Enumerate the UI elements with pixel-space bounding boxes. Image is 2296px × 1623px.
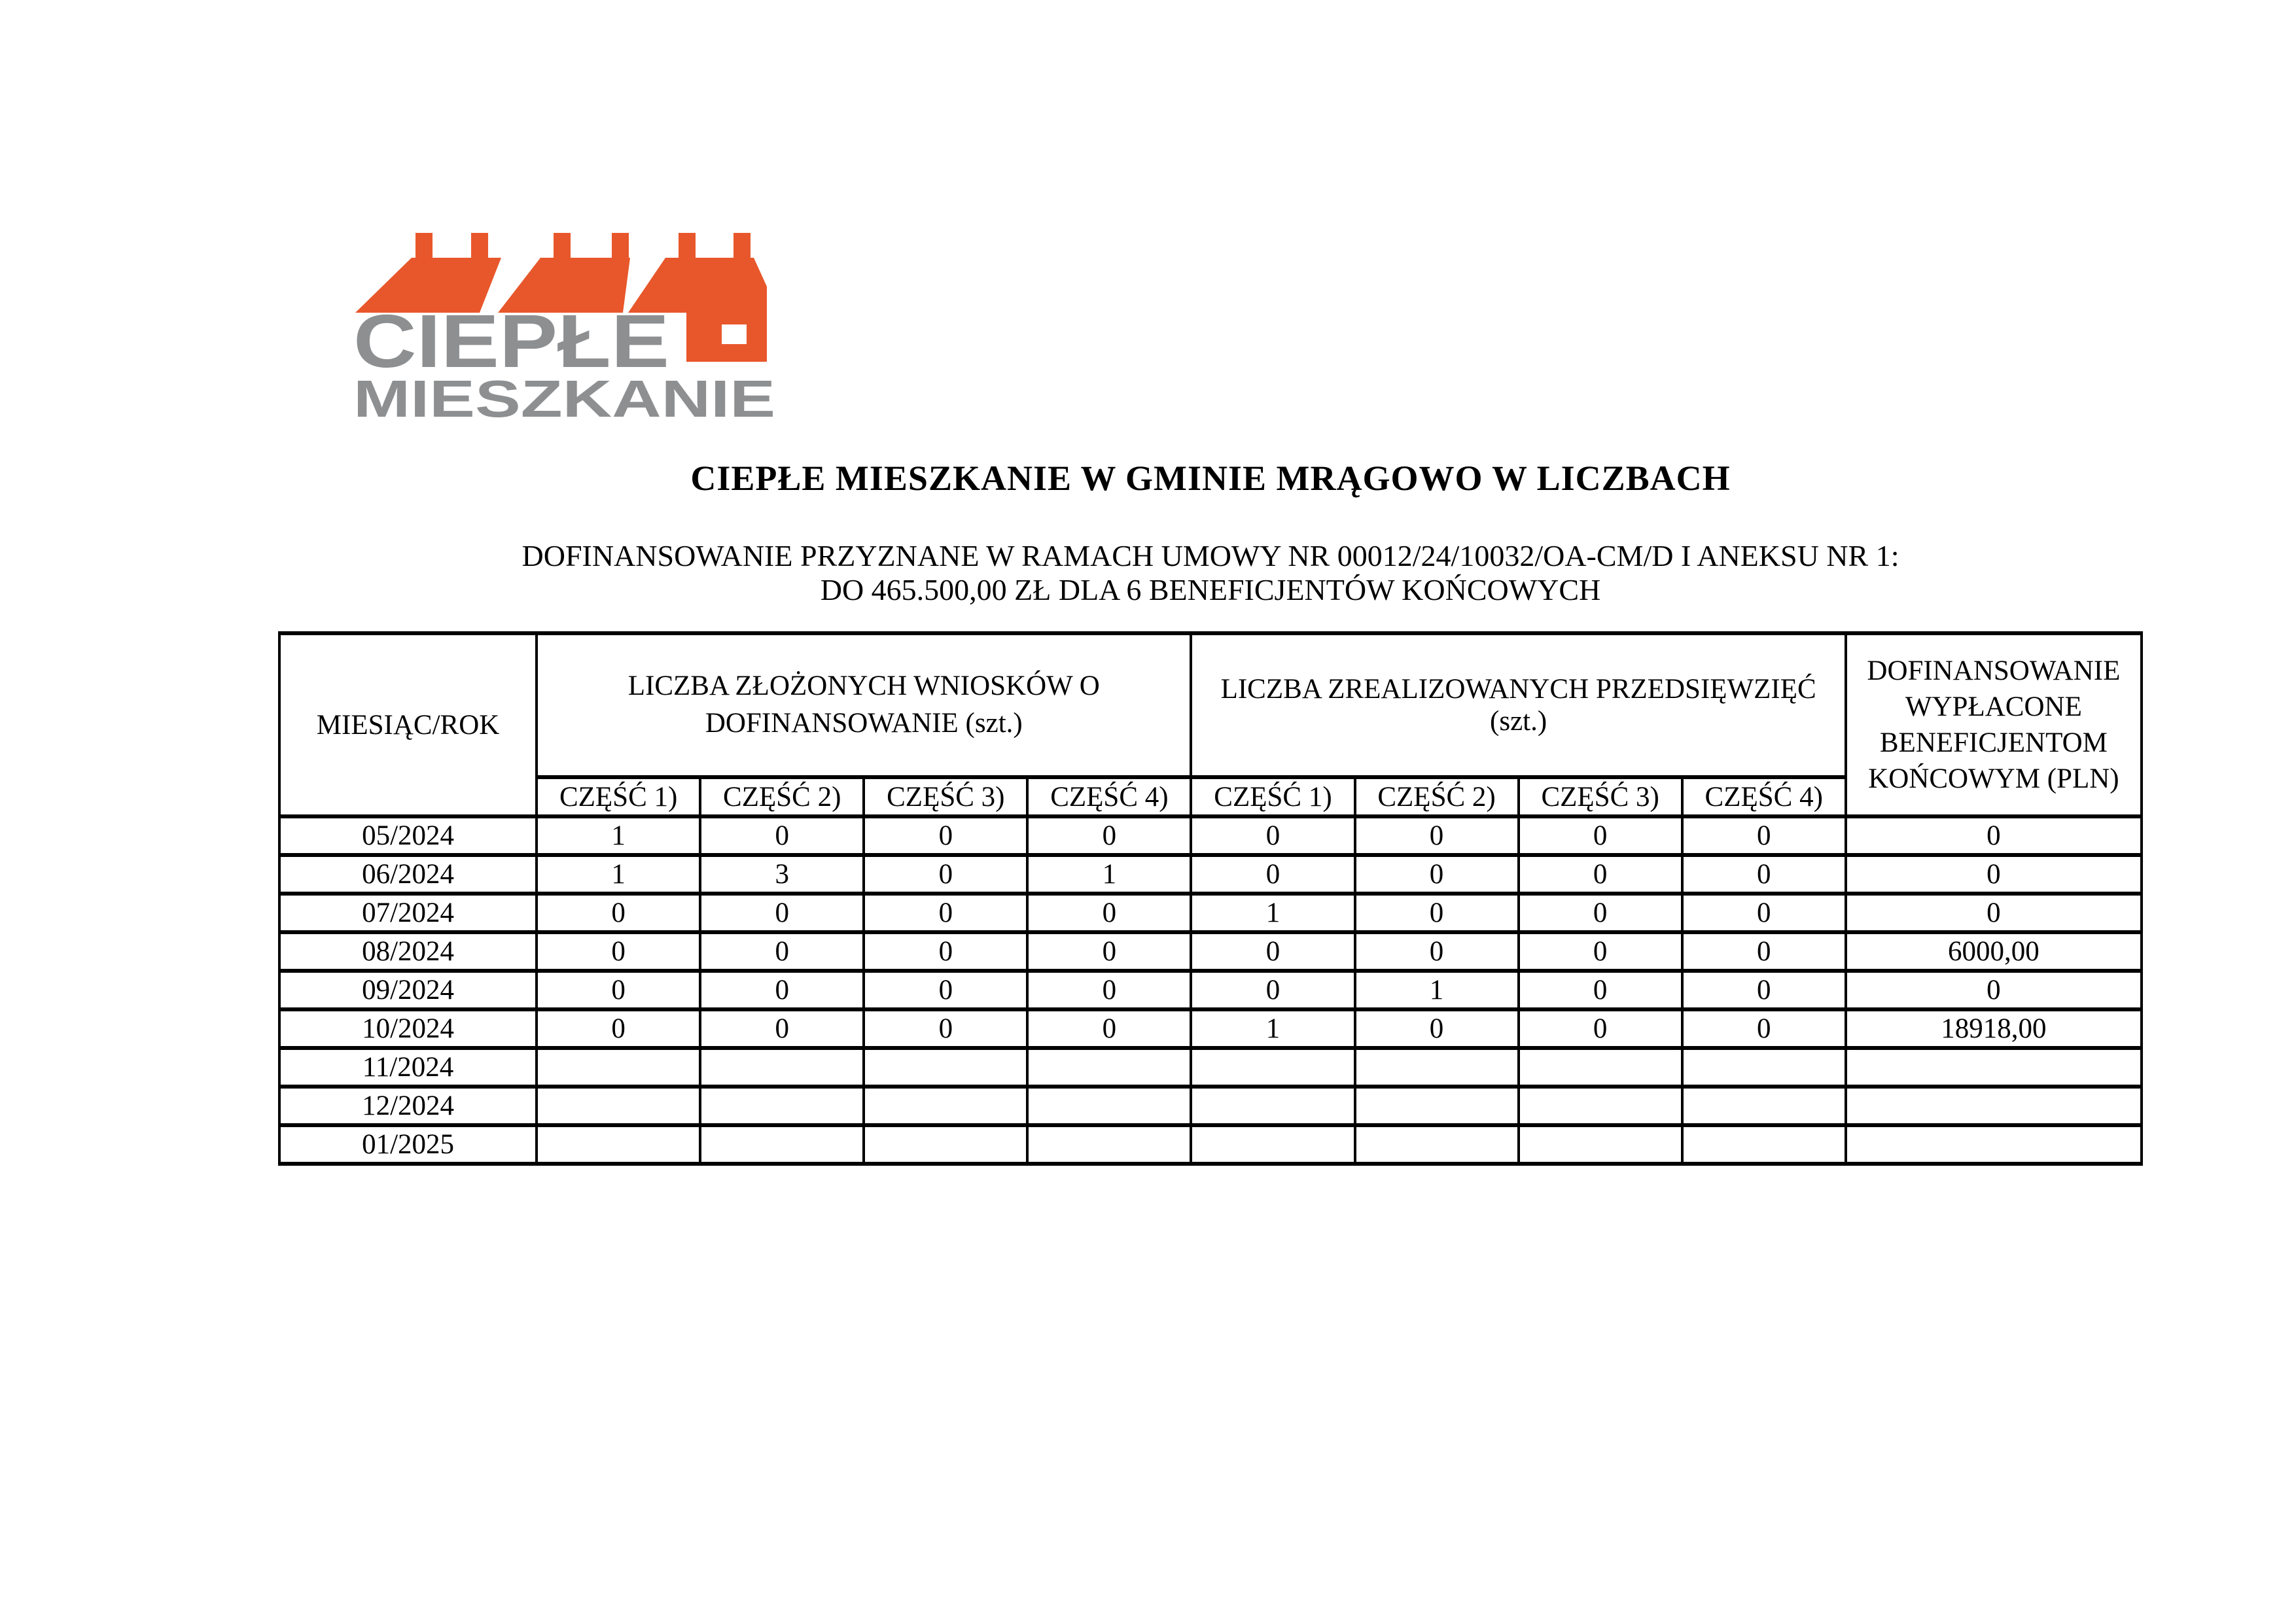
value-cell: [537, 1087, 700, 1125]
window-icon: [722, 324, 747, 344]
value-cell: [864, 1125, 1027, 1164]
value-cell: 0: [700, 1009, 864, 1048]
value-cell: [1682, 1048, 1846, 1087]
value-cell: 0: [1846, 971, 2142, 1009]
value-cell: 0: [1027, 816, 1191, 855]
value-cell: 0: [1191, 932, 1354, 971]
month-cell: 06/2024: [279, 855, 537, 894]
col-group-wnioski: [537, 633, 1191, 777]
value-cell: 0: [537, 1009, 700, 1048]
table-body: [279, 816, 2142, 1164]
month-cell: 12/2024: [279, 1087, 537, 1125]
value-cell: 0: [864, 855, 1027, 894]
subheader-czesc-1: CZĘŚĆ 1): [537, 777, 700, 816]
value-cell: 0: [1846, 894, 2142, 932]
value-cell: 1: [1191, 1009, 1354, 1048]
value-cell: [1682, 1125, 1846, 1164]
value-cell: [1355, 1087, 1519, 1125]
subheader-czesc-4: CZĘŚĆ 4): [1027, 777, 1191, 816]
value-cell: 1: [1027, 855, 1191, 894]
value-cell: 0: [1027, 932, 1191, 971]
value-cell: [700, 1087, 864, 1125]
month-cell: 01/2025: [279, 1125, 537, 1164]
value-cell: 0: [1027, 894, 1191, 932]
value-cell: 0: [1355, 894, 1519, 932]
value-cell: 0: [1846, 816, 2142, 855]
value-cell: [537, 1125, 700, 1164]
value-cell: [1191, 1087, 1354, 1125]
month-cell: 08/2024: [279, 932, 537, 971]
value-cell: 0: [537, 971, 700, 1009]
subtitle-line1: DOFINANSOWANIE PRZYZNANE W RAMACH UMOWY NR 00012/24/10032/OA-CM/D I ANEKSU NR 1:: [521, 539, 1899, 572]
subheader-czesc-2: CZĘŚĆ 2): [700, 777, 864, 816]
value-cell: 1: [537, 816, 700, 855]
value-cell: [1519, 1125, 1682, 1164]
value-cell: 0: [864, 971, 1027, 1009]
subheader-czesc-3: CZĘŚĆ 3): [864, 777, 1027, 816]
subheader-czesc-4: CZĘŚĆ 4): [1682, 777, 1846, 816]
value-cell: 0: [1682, 894, 1846, 932]
table-row: [279, 1087, 2142, 1125]
month-cell: 10/2024: [279, 1009, 537, 1048]
value-cell: 1: [1191, 894, 1354, 932]
value-cell: 0: [700, 932, 864, 971]
value-cell: [1846, 1048, 2142, 1087]
value-cell: [864, 1087, 1027, 1125]
value-cell: [1355, 1125, 1519, 1164]
value-cell: [1682, 1087, 1846, 1125]
stats-table: [278, 631, 2143, 1166]
value-cell: [537, 1048, 700, 1087]
value-cell: 0: [1027, 1009, 1191, 1048]
value-cell: 0: [1191, 855, 1354, 894]
value-cell: 0: [864, 1009, 1027, 1048]
col-header-dofinansowanie: [1846, 633, 2142, 816]
value-cell: [864, 1048, 1027, 1087]
table-row: [279, 894, 2142, 932]
table-row: [279, 971, 2142, 1009]
value-cell: [1519, 1087, 1682, 1125]
value-cell: 6000,00: [1846, 932, 2142, 971]
value-cell: 0: [1355, 1009, 1519, 1048]
month-cell: 05/2024: [279, 816, 537, 855]
value-cell: [1027, 1087, 1191, 1125]
value-cell: 0: [1191, 971, 1354, 1009]
month-cell: 09/2024: [279, 971, 537, 1009]
value-cell: 0: [1355, 932, 1519, 971]
month-cell: 07/2024: [279, 894, 537, 932]
value-cell: [1027, 1048, 1191, 1087]
value-cell: [700, 1048, 864, 1087]
table-row: [279, 816, 2142, 855]
subtitle: [278, 539, 2143, 607]
value-cell: 3: [700, 855, 864, 894]
table-row: [279, 932, 2142, 971]
chimney-icon: [679, 233, 696, 260]
value-cell: 0: [1682, 932, 1846, 971]
value-cell: 0: [1682, 855, 1846, 894]
table-row: [279, 855, 2142, 894]
subheader-czesc-3: CZĘŚĆ 3): [1519, 777, 1682, 816]
chimney-icon: [471, 233, 488, 260]
month-cell: 11/2024: [279, 1048, 537, 1087]
value-cell: 0: [1519, 855, 1682, 894]
header-row-groups: [279, 633, 2142, 777]
value-cell: [700, 1125, 864, 1164]
value-cell: [1846, 1087, 2142, 1125]
col-group-przedsiewziecia: [1191, 633, 1845, 777]
value-cell: 0: [1846, 855, 2142, 894]
value-cell: 1: [1355, 971, 1519, 1009]
chimney-icon: [733, 233, 751, 260]
value-cell: 0: [864, 816, 1027, 855]
value-cell: 1: [537, 855, 700, 894]
chimney-icon: [554, 233, 571, 260]
value-cell: 0: [864, 894, 1027, 932]
cieple-mieszkanie-logo: [353, 216, 785, 432]
value-cell: [1191, 1048, 1354, 1087]
value-cell: 0: [1191, 816, 1354, 855]
value-cell: 0: [1355, 855, 1519, 894]
subheader-czesc-2: CZĘŚĆ 2): [1355, 777, 1519, 816]
value-cell: 0: [1682, 816, 1846, 855]
col-header-month: MIESIĄC/ROK: [279, 633, 537, 816]
value-cell: 18918,00: [1846, 1009, 2142, 1048]
value-cell: 0: [537, 894, 700, 932]
value-cell: [1027, 1125, 1191, 1164]
col-header-dofinansowanie-label: DOFINANSOWANIE WYPŁACONE BENEFICJENTOM KOŃCOWYM (PLN): [1867, 655, 2121, 795]
value-cell: 0: [864, 932, 1027, 971]
logo-text-line1: CIEPŁE: [353, 300, 669, 383]
value-cell: 0: [700, 971, 864, 1009]
value-cell: 0: [1519, 894, 1682, 932]
value-cell: [1846, 1125, 2142, 1164]
col-group-przedsiewziecia-label: LICZBA ZREALIZOWANYCH PRZEDSIĘWZIĘĆ (szt.): [1220, 674, 1816, 737]
subheader-czesc-1: CZĘŚĆ 1): [1191, 777, 1354, 816]
value-cell: [1355, 1048, 1519, 1087]
page-title: CIEPŁE MIESZKANIE W GMINIE MRĄGOWO W LICZBACH: [690, 459, 1731, 498]
table-row: [279, 1048, 2142, 1087]
subtitle-line2: DO 465.500,00 ZŁ DLA 6 BENEFICJENTÓW KOŃCOWYCH: [820, 573, 1601, 606]
chimney-icon: [612, 233, 629, 260]
value-cell: 0: [1519, 1009, 1682, 1048]
table-row: [279, 1125, 2142, 1164]
value-cell: 0: [1027, 971, 1191, 1009]
col-group-wnioski-label: LICZBA ZŁOŻONYCH WNIOSKÓW O DOFINANSOWANIE (szt.): [627, 671, 1100, 739]
value-cell: 0: [700, 894, 864, 932]
value-cell: 0: [1355, 816, 1519, 855]
value-cell: 0: [700, 816, 864, 855]
value-cell: 0: [1519, 971, 1682, 1009]
value-cell: 0: [1682, 1009, 1846, 1048]
value-cell: 0: [1682, 971, 1846, 1009]
table-row: [279, 1009, 2142, 1048]
value-cell: 0: [1519, 932, 1682, 971]
value-cell: 0: [537, 932, 700, 971]
value-cell: [1519, 1048, 1682, 1087]
value-cell: 0: [1519, 816, 1682, 855]
logo-text-line2: MIESZKANIE: [353, 370, 775, 428]
chimney-icon: [415, 233, 433, 260]
value-cell: [1191, 1125, 1354, 1164]
